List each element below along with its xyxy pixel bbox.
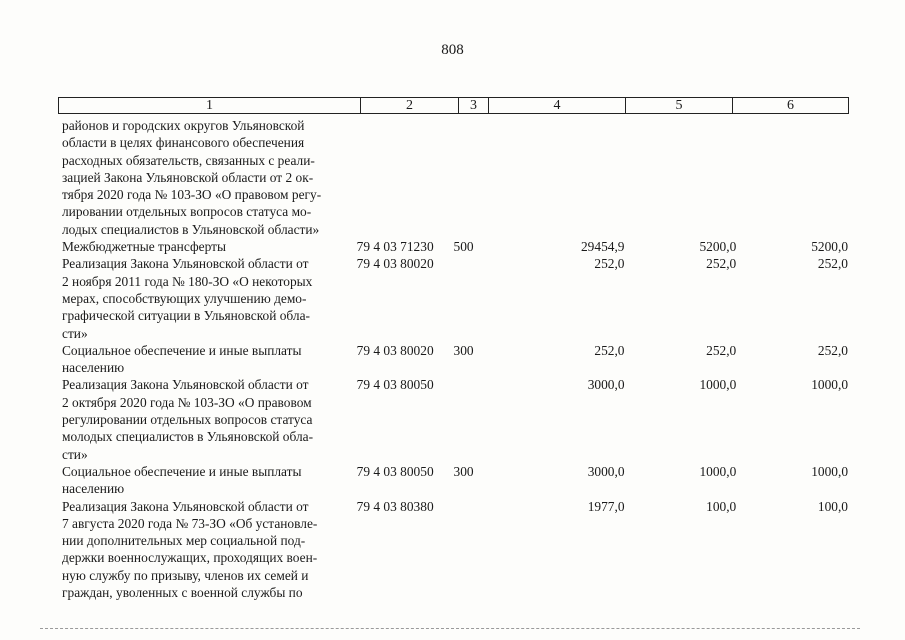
description-line: нии дополнительных мер социальной под-	[62, 533, 306, 549]
description-line: расходных обязательств, связанных с реали-	[62, 152, 315, 168]
description-line: лировании отдельных вопросов статуса мо-	[62, 204, 312, 220]
description-line: зацией Закона Ульяновской области от 2 ок-	[62, 169, 314, 185]
row-value-col-6	[740, 117, 852, 238]
description-line: держки военнослужащих, проходящих воен-	[62, 550, 318, 566]
description-line: сти»	[62, 446, 88, 462]
row-expense-type	[454, 117, 488, 238]
row-expense-type	[454, 255, 488, 341]
row-value-col-4: 1977,0	[587, 498, 625, 514]
row-description	[62, 342, 351, 377]
row-value-col-4: 3000,0	[587, 463, 625, 479]
row-description	[62, 117, 351, 238]
table-row	[62, 117, 852, 238]
row-code: 79 4 03 80050	[356, 377, 434, 393]
row-code: 79 4 03 71230	[356, 239, 434, 255]
description-line: районов и городских округов Ульяновской	[62, 118, 305, 133]
table-row	[62, 463, 852, 498]
row-code: 79 4 03 80380	[356, 498, 434, 514]
description-line: Межбюджетные трансферты	[62, 239, 226, 255]
description-line: 2 ноября 2011 года № 180-ЗО «О некоторых	[62, 273, 313, 289]
table-header	[58, 97, 849, 114]
row-value-col-6: 5200,0	[811, 239, 849, 255]
description-line: тября 2020 года № 103-ЗО «О правовом регу-	[62, 187, 322, 203]
row-value-col-5: 100,0	[706, 498, 737, 514]
row-expense-type: 300	[453, 342, 474, 358]
description-line: лодых специалистов в Ульяновской области»	[62, 221, 320, 237]
row-value-col-5: 1000,0	[699, 463, 737, 479]
header-col-5: 5	[626, 98, 733, 113]
row-description	[62, 255, 351, 341]
page-bottom-edge	[40, 628, 860, 630]
description-line: ную службу по призыву, членов их семей и	[62, 567, 309, 583]
table-row	[62, 342, 852, 377]
row-description	[62, 463, 351, 498]
row-expense-type: 300	[453, 463, 474, 479]
row-value-col-5: 252,0	[706, 256, 737, 272]
row-expense-type	[454, 498, 488, 602]
row-description	[62, 376, 351, 462]
row-expense-type	[454, 376, 488, 462]
row-value-col-6: 252,0	[817, 342, 849, 358]
row-value-col-5: 252,0	[706, 342, 737, 358]
description-line: молодых специалистов в Ульяновской обла-	[62, 429, 314, 445]
row-description	[62, 498, 351, 602]
description-line: населению	[62, 360, 125, 376]
description-line: мерах, способствующих улучшению демо-	[62, 290, 307, 306]
header-col-1: 1	[59, 98, 361, 113]
row-value-col-4: 252,0	[594, 256, 625, 272]
description-line: населению	[62, 481, 125, 497]
description-line: сти»	[62, 325, 88, 341]
description-line: Реализация Закона Ульяновской области от	[62, 256, 309, 272]
description-line: области в целях финансового обеспечения	[62, 135, 305, 151]
header-col-3: 3	[459, 98, 489, 113]
row-code: 79 4 03 80050	[356, 463, 434, 479]
row-code	[351, 117, 454, 238]
row-value-col-5: 1000,0	[699, 377, 737, 393]
table-row	[62, 498, 852, 602]
description-line: Реализация Закона Ульяновской области от	[62, 498, 309, 514]
description-line: Реализация Закона Ульяновской области от	[62, 377, 309, 393]
row-value-col-4: 29454,9	[580, 239, 625, 255]
description-line: Социальное обеспечение и иные выплаты	[62, 463, 302, 479]
page-number: 808	[441, 42, 464, 58]
row-value-col-4	[487, 117, 628, 238]
row-value-col-6: 1000,0	[811, 463, 849, 479]
description-line: Социальное обеспечение и иные выплаты	[62, 342, 302, 358]
row-description	[62, 238, 351, 255]
row-code: 79 4 03 80020	[356, 342, 434, 358]
row-value-col-5	[629, 117, 741, 238]
description-line: граждан, уволенных с военной службы по	[62, 585, 303, 601]
row-value-col-6: 1000,0	[811, 377, 849, 393]
row-value-col-5: 5200,0	[699, 239, 737, 255]
table-row	[62, 376, 852, 462]
description-line: графической ситуации в Ульяновской обла-	[62, 308, 310, 324]
header-col-2: 2	[361, 98, 459, 113]
table-row	[62, 255, 852, 341]
description-line: регулировании отдельных вопросов статуса	[62, 412, 313, 428]
row-value-col-4: 3000,0	[587, 377, 625, 393]
row-value-col-6: 252,0	[817, 256, 849, 272]
header-col-4: 4	[489, 98, 626, 113]
row-expense-type: 500	[453, 239, 474, 255]
table-body	[62, 117, 852, 601]
header-col-6: 6	[787, 97, 794, 113]
row-value-col-6: 100,0	[817, 498, 849, 514]
row-code: 79 4 03 80020	[356, 256, 434, 272]
row-value-col-4: 252,0	[594, 342, 625, 358]
description-line: 7 августа 2020 года № 73-ЗО «Об установле-	[62, 515, 318, 531]
description-line: 2 октября 2020 года № 103-ЗО «О правовом	[62, 394, 312, 410]
table-row	[62, 238, 852, 255]
